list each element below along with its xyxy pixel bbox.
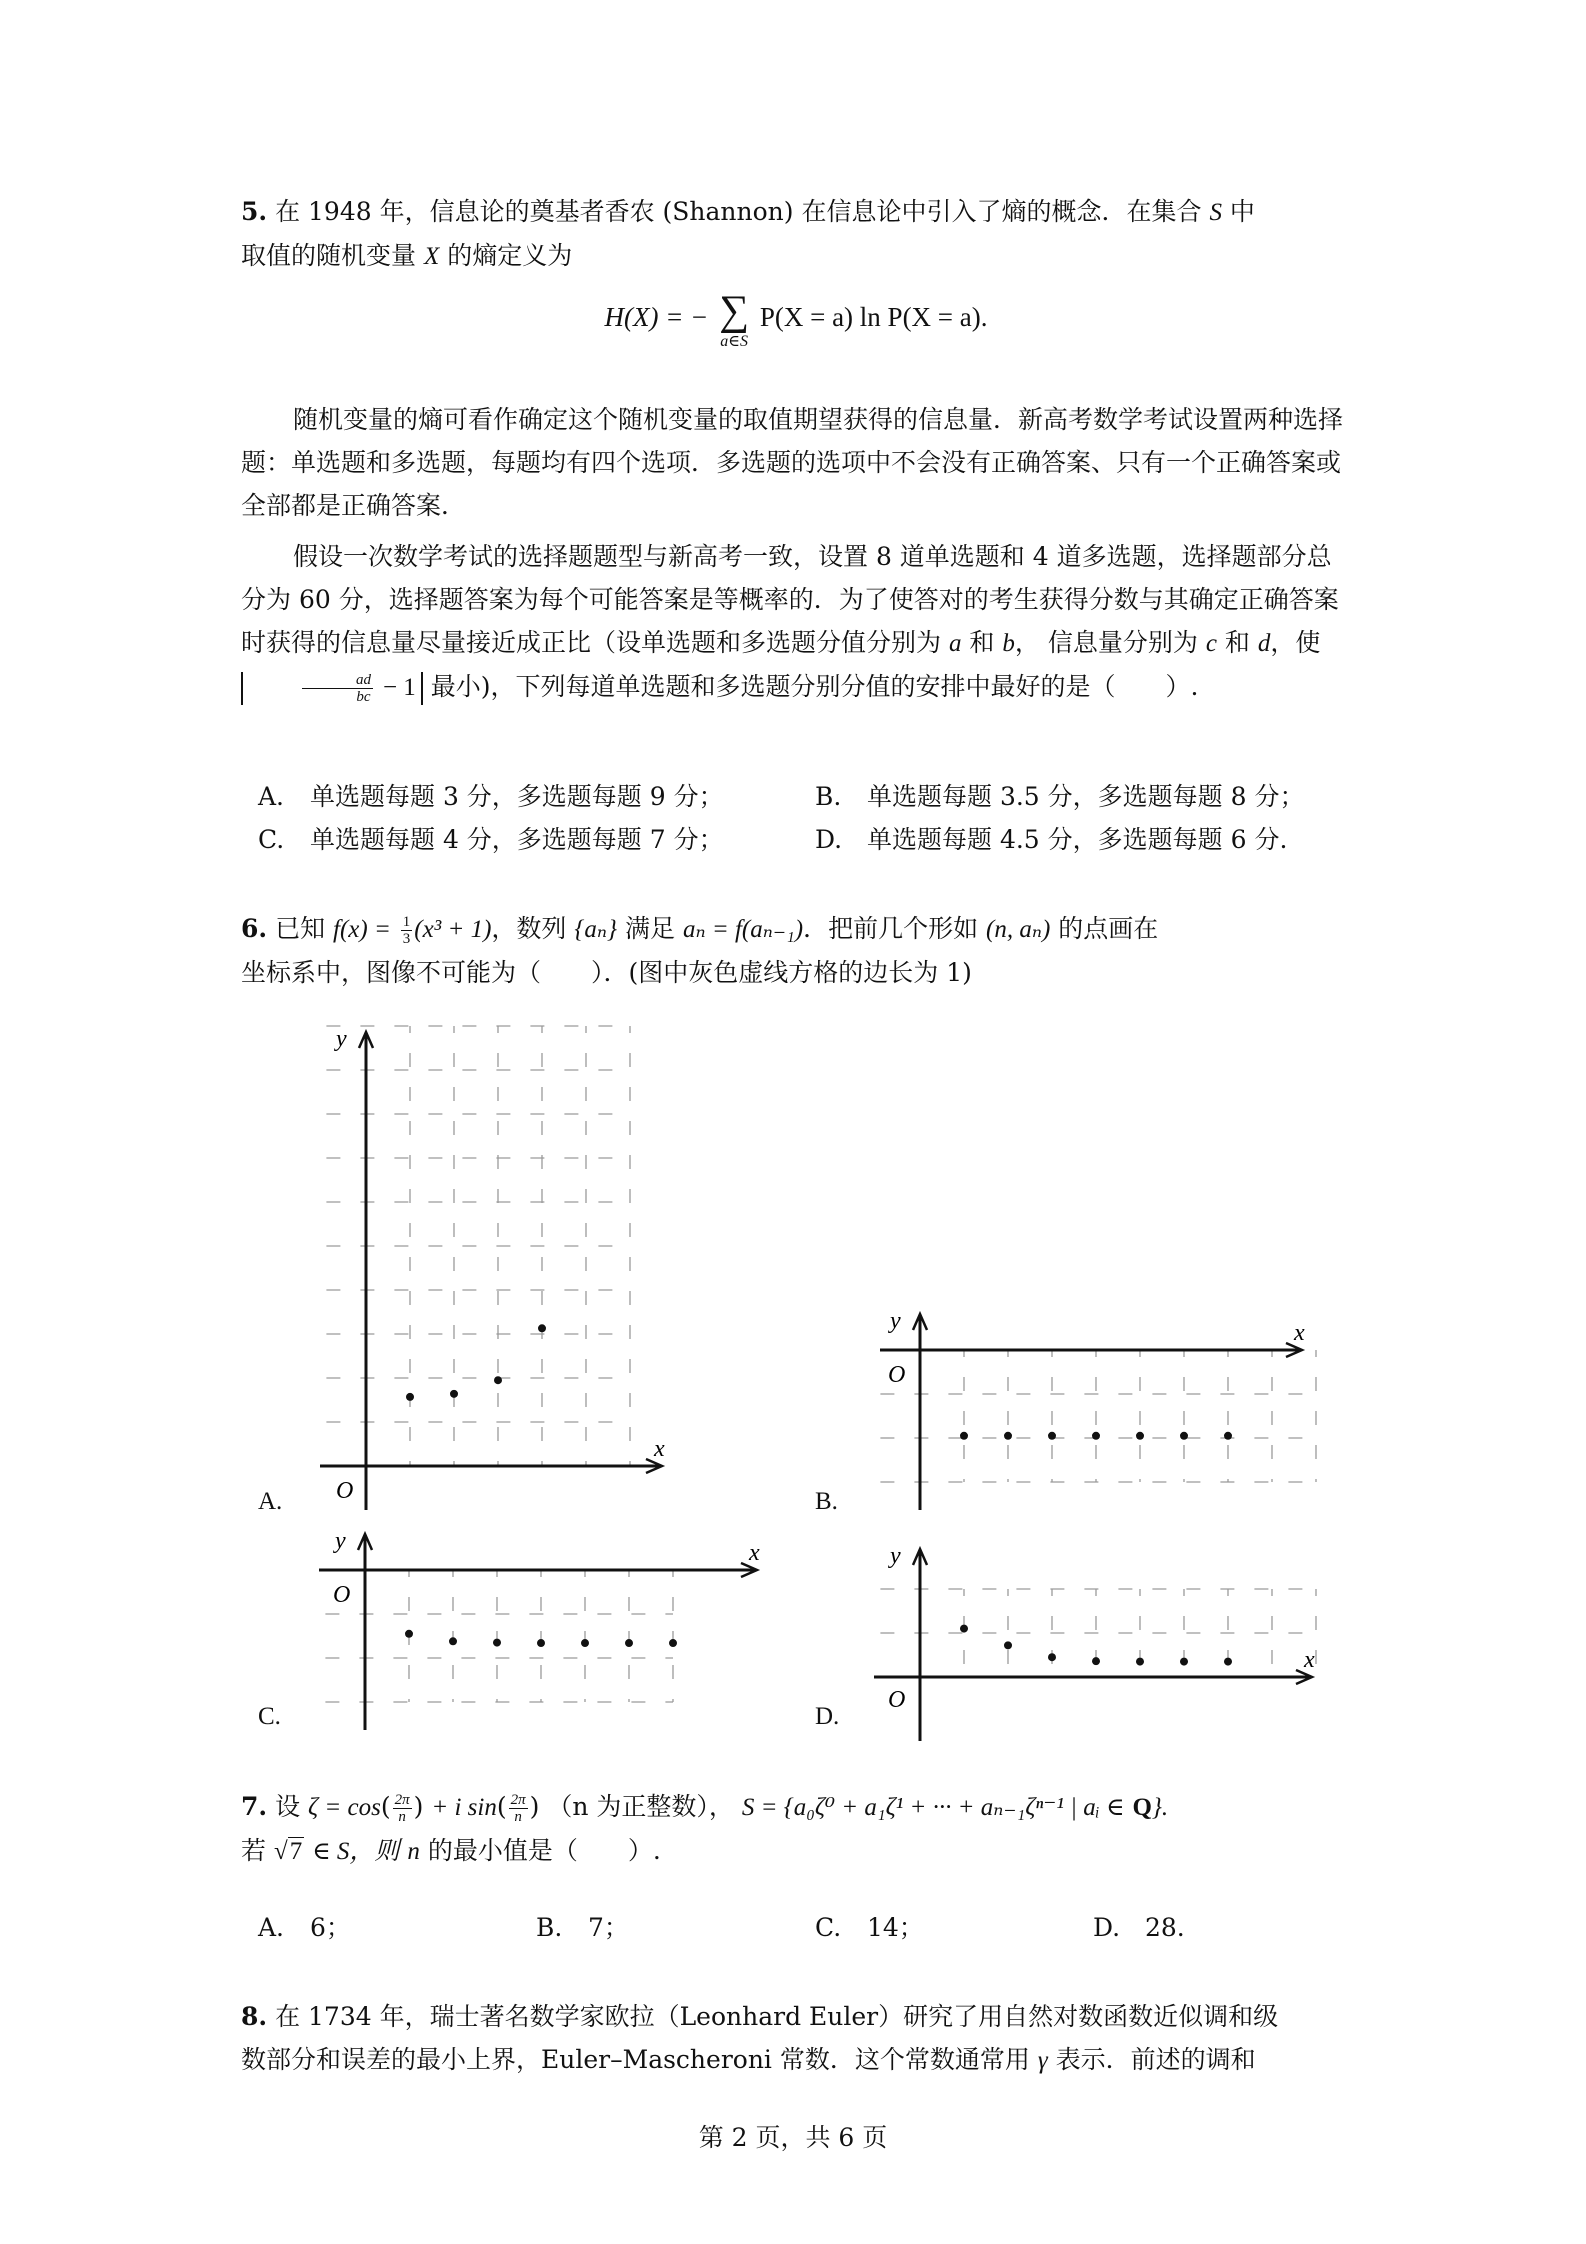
- origin-label: O: [333, 1582, 351, 1608]
- option-5b: [815, 775, 1304, 818]
- data-point: [960, 1432, 968, 1440]
- fraction: $\frac{1}{3}$: [402, 914, 411, 947]
- figure-d: [870, 1545, 1320, 1745]
- problem-text: 已知: [275, 914, 326, 943]
- problem-text: 取值的随机变量: [241, 241, 417, 270]
- problem-text: 满足: [624, 914, 675, 943]
- problem-text: 假设一次数学考试的选择题题型与新高考一致，设置 8 道单选题和 4 道多选题，选择题部分总分为 60 分，选择题答案为每个可能答案是等概率的．为了使答对的考生获得分数与其确定正确答案时获得的信息量尽量接近成正比（设单选题和多选题分值分别为: [241, 542, 1339, 657]
- option-text: 单选题每题 3 分，多选题每题 9 分；: [310, 782, 724, 811]
- option-text: 28.: [1145, 1913, 1185, 1942]
- math-expr: f(x) =: [333, 916, 391, 943]
- figure-b: [870, 1310, 1320, 1520]
- math-expr: ∈ S，则: [312, 1838, 400, 1865]
- math-expr: (x³ + 1): [414, 916, 492, 943]
- y-axis-label: y: [336, 1026, 347, 1052]
- option-letter: B.: [536, 1913, 563, 1942]
- y-axis-label: y: [890, 1310, 901, 1334]
- problem-6-stem: [241, 907, 1351, 994]
- data-point: [1004, 1432, 1012, 1440]
- option-letter: C.: [815, 1913, 842, 1942]
- math-expr: (n, aₙ): [986, 916, 1051, 943]
- math-var: n: [407, 1838, 420, 1865]
- figure-b-label: B.: [815, 1488, 838, 1515]
- sum-subscript: a∈S: [720, 333, 749, 350]
- origin-label: O: [888, 1362, 906, 1388]
- data-point: [537, 1639, 545, 1647]
- x-axis-label: x: [654, 1436, 665, 1462]
- problem-text: 和: [1224, 628, 1250, 657]
- problem-text: 数部分和误差的最小上界，Euler–Mascheroni 常数．这个常数通常用: [241, 2045, 1030, 2074]
- abs-expression: [241, 672, 423, 705]
- math-expr: ζ = cos: [308, 1794, 381, 1821]
- option-7a: [258, 1906, 351, 1949]
- data-point: [1092, 1432, 1100, 1440]
- summation: [719, 290, 749, 350]
- problem-text: 坐标系中，图像不可能为（ ）．(图中灰色虚线方格的边长为 1): [241, 958, 972, 987]
- data-point: [1048, 1653, 1056, 1661]
- problem-number: 6.: [241, 914, 268, 943]
- problem-number: 5.: [241, 197, 268, 226]
- data-point: [449, 1637, 457, 1645]
- data-point: [1092, 1657, 1100, 1665]
- problem-text: 的最小值是（ ）.: [427, 1836, 661, 1865]
- data-point: [669, 1639, 677, 1647]
- problem-text: 若: [241, 1836, 267, 1865]
- sigma-symbol: ∑: [719, 288, 750, 334]
- problem-text: 最小)，下列每道单选题和多选题分别分值的安排中最好的是（ ）.: [430, 672, 1199, 701]
- math-var: d: [1257, 630, 1271, 657]
- math-var: b: [1002, 630, 1015, 657]
- problem-text: 的熵定义为: [447, 241, 573, 270]
- problem-7-stem: 7. 设 ζ = cos( $\frac{2\pi}{n}$ ) + i sin( $\frac{2\pi}{n}$ ) （n 为正整数）， S = {a₀ζ⁰ + a₁ζ¹ + ··· + aₙ₋₁ζⁿ⁻¹ | aᵢ ∈ Q}. 若 √7 ∈ S，则 n 的最小值是（ ）.: [241, 1792, 1169, 1865]
- math-expr: }.: [1151, 1794, 1169, 1821]
- option-text: 6；: [310, 1913, 351, 1942]
- figure-d-label: D.: [815, 1703, 840, 1730]
- sqrt-expression: √7: [273, 1838, 303, 1865]
- problem-text: ，使: [1270, 628, 1321, 657]
- problem-text: ，数列: [491, 914, 567, 943]
- option-5d: [815, 818, 1287, 861]
- math-expr: aₙ = f(aₙ₋₁): [682, 916, 804, 943]
- origin-label: O: [336, 1478, 354, 1504]
- option-7c: [815, 1906, 924, 1949]
- option-letter: D.: [1093, 1913, 1121, 1942]
- problem-5-intro: [241, 190, 1351, 278]
- data-point: [1224, 1658, 1232, 1666]
- problem-text: 中: [1229, 197, 1255, 226]
- problem-text: 和: [969, 628, 995, 657]
- figure-a: [300, 1020, 680, 1520]
- option-text: 单选题每题 4 分，多选题每题 7 分；: [310, 825, 724, 854]
- option-7d: [1093, 1906, 1185, 1949]
- figure-c: [315, 1530, 765, 1740]
- option-5c: [258, 818, 724, 861]
- page-footer: 第 2 页，共 6 页: [698, 2123, 888, 2152]
- option-text: 单选题每题 4.5 分，多选题每题 6 分.: [867, 825, 1288, 854]
- data-point: [1136, 1658, 1144, 1666]
- data-point: [450, 1390, 458, 1398]
- problem-8-stem: [241, 1995, 1351, 2082]
- data-point: [960, 1625, 968, 1633]
- problem-number: 7.: [241, 1792, 268, 1821]
- formula-rhs: P(X = a) ln P(X = a).: [759, 302, 988, 333]
- option-letter: A.: [258, 782, 285, 811]
- entropy-formula: [241, 290, 1351, 370]
- fraction: $\frac{ad}{bc}$: [302, 672, 373, 705]
- problem-number: 8.: [241, 2002, 268, 2031]
- abs-tail: − 1: [382, 674, 416, 701]
- math-var: X: [423, 243, 440, 270]
- math-var: c: [1205, 630, 1217, 657]
- data-point: [1224, 1432, 1232, 1440]
- data-point: [538, 1324, 546, 1332]
- math-var: a: [948, 630, 962, 657]
- data-point: [581, 1639, 589, 1647]
- data-point: [405, 1630, 413, 1638]
- data-point: [625, 1639, 633, 1647]
- data-point: [1180, 1432, 1188, 1440]
- math-expr: {aₙ}: [574, 916, 618, 943]
- option-5a: [258, 775, 724, 818]
- option-letter: A.: [258, 1913, 285, 1942]
- y-axis-label: y: [335, 1530, 346, 1554]
- data-point: [493, 1639, 501, 1647]
- data-point: [494, 1376, 502, 1384]
- math-expr: Q: [1132, 1794, 1152, 1821]
- formula-lhs: H(X) = −: [604, 302, 709, 333]
- figure-a-label: A.: [258, 1488, 283, 1515]
- option-letter: D.: [815, 825, 843, 854]
- math-expr: + i sin: [431, 1794, 497, 1821]
- problem-5-para1: 随机变量的熵可看作确定这个随机变量的取值期望获得的信息量．新高考数学考试设置两种选择题：单选题和多选题，每题均有四个选项．多选题的选项中不会没有正确答案、只有一个正确答案或全部都是正确答案．: [241, 405, 1344, 520]
- option-text: 14；: [867, 1913, 924, 1942]
- fraction: $\frac{2\pi}{n}$: [394, 1792, 410, 1825]
- origin-label: O: [888, 1687, 906, 1713]
- math-expr: S = {a₀ζ⁰ + a₁ζ¹ + ··· + aₙ₋₁ζⁿ⁻¹ | aᵢ ∈: [741, 1794, 1125, 1821]
- data-point: [1048, 1432, 1056, 1440]
- problem-text: （n 为正整数），: [547, 1792, 734, 1821]
- problem-text: ．把前几个形如: [803, 914, 979, 943]
- data-point: [406, 1393, 414, 1401]
- problem-text: 信息量分别为: [1047, 628, 1198, 657]
- x-axis-label: x: [1304, 1647, 1315, 1673]
- data-point: [1180, 1658, 1188, 1666]
- x-axis-label: x: [749, 1540, 760, 1566]
- option-letter: B.: [815, 782, 842, 811]
- data-point: [1136, 1432, 1144, 1440]
- data-point: [1004, 1641, 1012, 1649]
- x-axis-label: x: [1294, 1320, 1305, 1346]
- problem-5-para2: 假设一次数学考试的选择题题型与新高考一致，设置 8 道单选题和 4 道多选题，选择题部分总分为 60 分，选择题答案为每个可能答案是等概率的．为了使答对的考生获得分数与其确定正确答案时获得的信息量尽量接近成正比（设单选题和多选题分值分别为 a 和 b， 信息量分别为 c 和 d，使 $\frac{ad}{bc}$ − 1 最小)，下列每道单选题和多选题分别分值的安排中最好的是（ ）.: [241, 542, 1339, 705]
- problem-text: 在 1948 年，信息论的奠基者香农 (Shannon) 在信息论中引入了熵的概念．在集合: [275, 197, 1202, 226]
- problem-text: 在 1734 年，瑞士著名数学家欧拉（Leonhard Euler）研究了用自然对数函数近似调和级: [275, 2002, 1279, 2031]
- math-var: γ: [1037, 2047, 1048, 2074]
- problem-text: 的点画在: [1058, 914, 1159, 943]
- option-text: 单选题每题 3.5 分，多选题每题 8 分；: [867, 782, 1305, 811]
- problem-text: 设: [275, 1792, 301, 1821]
- y-axis-label: y: [890, 1545, 901, 1569]
- problem-text: 表示．前述的调和: [1055, 2045, 1256, 2074]
- option-letter: C.: [258, 825, 285, 854]
- figure-c-label: C.: [258, 1703, 281, 1730]
- math-var: S: [1209, 199, 1222, 226]
- fraction: $\frac{2\pi}{n}$: [510, 1792, 526, 1825]
- option-text: 7；: [588, 1913, 629, 1942]
- option-7b: [536, 1906, 629, 1949]
